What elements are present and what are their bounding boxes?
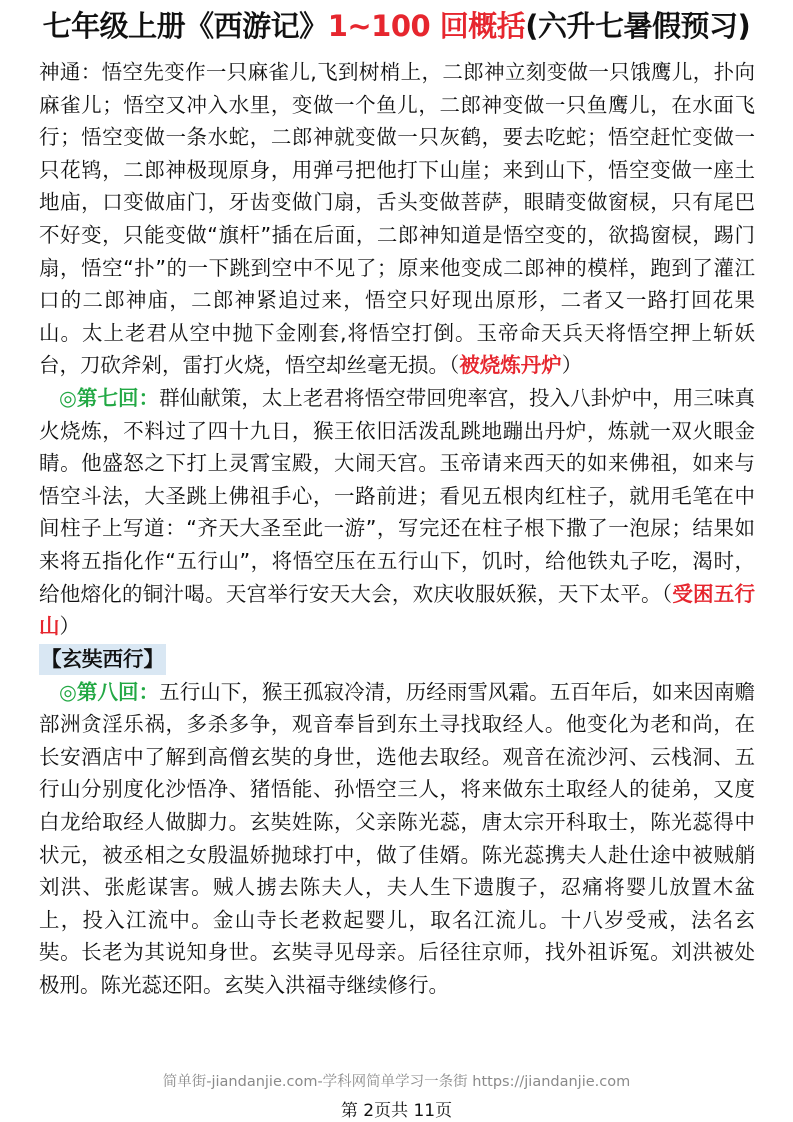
section-header-row — [39, 643, 755, 676]
document-body — [39, 56, 755, 1002]
title-main: 七年级上册《西游记》 — [42, 9, 328, 43]
paragraph-chapter-7 — [39, 382, 755, 643]
page-title — [0, 6, 793, 46]
chapter-summary-tag: 被烧炼丹炉 — [459, 353, 562, 378]
paragraph-close: ） — [561, 353, 583, 378]
paragraph-text: 群仙献策，太上老君将悟空带回兜率宫，投入八卦炉中，用三味真火烧炼，不料过了四十九日，猴王依旧活泼乱跳地蹦出丹炉，炼就一双火眼金睛。他盛怒之下打上灵霄宝殿，大闹天宫。玉帝请来西天的如来佛祖，如来与悟空斗法，大圣跳上佛祖手心，一路前进；看见五根肉红柱子，就用毛笔在中间柱子上写道：“齐天大圣至此一游”，写完还在柱子根下撒了一泡尿；结果如来将五指化作“五行山”，将悟空压在五行山下，饥时，给他铁丸子吃，渴时，给他熔化的铜汁喝。天宫举行安天大会，欢庆收服妖猴，天下太平。（ — [39, 385, 756, 606]
footer-source: 简单街-jiandanjie.com-学科网简单学习一条街 https://jiandanjie.com — [162, 1074, 631, 1090]
title-subtitle: (六升七暑假预习) — [525, 9, 751, 43]
paragraph-text: 五行山下，猴王孤寂冷清，历经雨雪风霜。五百年后，如来因南赡部洲贪淫乐祸，多杀多争，观音奉旨到东土寻找取经人。他变化为老和尚，在长安酒店中了解到高僧玄奘的身世，选他去取经。观音在流沙河、云栈洞、五行山分别度化沙悟净、猪悟能、孙悟空三人，将来做东土取经人的徒弟，又度白龙给取经人做脚力。玄奘姓陈，父亲陈光蕊，唐太宗开科取士，陈光蕊得中状元，被丞相之女殷温娇抛球打中，做了佳婿。陈光蕊携夫人赴仕途中被贼艄刘洪、张彪谋害。贼人掳去陈夫人，夫人生下遗腹子，忍痛将婴儿放置木盆上，投入江流中。金山寺长老救起婴儿，取名江流儿。十八岁受戒，法名玄奘。长老为其说知身世。玄奘寻见母亲。后径往京师，找外祖诉冤。刘洪被处极刑。陈光蕊还阳。玄奘入洪福寺继续修行。 — [39, 679, 756, 998]
paragraph-text: 神通：悟空先变作一只麻雀儿,飞到树梢上，二郎神立刻变做一只饿鹰儿，扑向麻雀儿；悟空又冲入水里，变做一个鱼儿，二郎神变做一只鱼鹰儿，在水面飞行；悟空变做一条水蛇，二郎神就变做一只灰鹤，要去吃蛇；悟空赶忙变做一只花鸨，二郎神极现原身，用弹弓把他打下山崖；来到山下，悟空变做一座土地庙，口变做庙门，牙齿变做门扇，舌头变做菩萨，眼睛变做窗棂，只有尾巴不好变，只能变做“旗杆”插在后面，二郎神知道是悟空变的，欲捣窗棂，踢门扇，悟空“扑”的一下跳到空中不见了；原来他变成二郎神的模样，跑到了灌江口的二郎神庙，二郎神紧追过来，悟空只好现出原形，二者又一路打回花果山。太上老君从空中抛下金刚套,将悟空打倒。玉帝命天兵天将悟空押上斩妖台，刀砍斧剁，雷打火烧，悟空却丝毫无损。（ — [39, 60, 755, 378]
paragraph-chapter-8 — [39, 676, 755, 1002]
title-range: 1~100 回概括 — [327, 9, 526, 43]
paragraph-chapter-6-continued — [39, 56, 755, 382]
page-number: 第 2页共 11页 — [340, 1101, 453, 1121]
paragraph-close: ） — [59, 614, 80, 639]
section-header: 【玄奘西行】 — [39, 644, 166, 675]
chapter-label: ◎第八回： — [59, 679, 160, 704]
chapter-label: ◎第七回： — [59, 385, 160, 410]
chapter-summary-tag: 受困五行山 — [39, 581, 756, 639]
